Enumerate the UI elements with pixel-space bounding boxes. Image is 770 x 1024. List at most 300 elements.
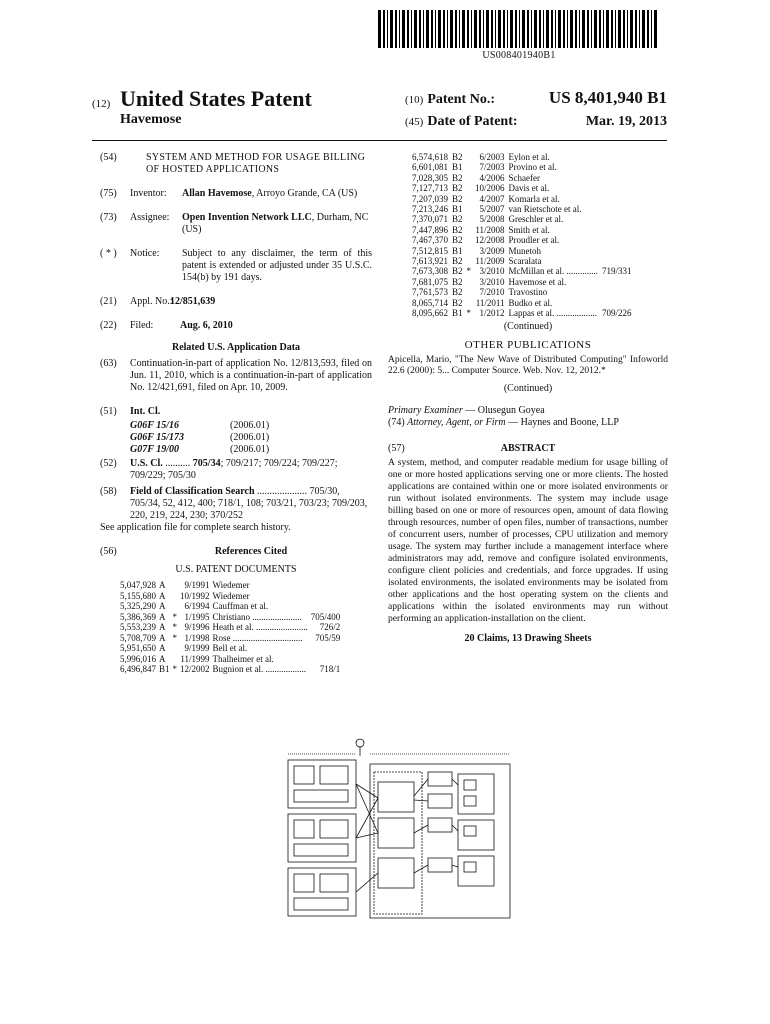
reference-k: A bbox=[159, 601, 166, 611]
reference-s bbox=[173, 654, 181, 665]
reference-no: 7,370,071 bbox=[412, 214, 448, 225]
right-column bbox=[388, 152, 668, 645]
reference-no: 5,325,290 bbox=[120, 601, 156, 611]
barcode-bar bbox=[471, 10, 472, 48]
barcode-bar bbox=[587, 10, 589, 48]
intcl-class: G07F 19/00 bbox=[130, 444, 179, 455]
reference-n: Wiedemer bbox=[212, 590, 250, 601]
reference-no: 5,047,928 bbox=[120, 580, 156, 590]
barcode-bar bbox=[551, 10, 553, 48]
reference-row bbox=[120, 601, 343, 612]
reference-k: B2 bbox=[452, 287, 463, 298]
reference-c bbox=[602, 194, 636, 204]
reference-n: Bell et al. bbox=[212, 643, 248, 653]
barcode-bar bbox=[519, 10, 520, 48]
foc-field: (58) Field of Classification Search .................... 705/30, 705/34, 52, 412, 400; 718/1, 108; 703/21, 703/23; 709/203, 220, 219, 224, 230; 370/252 See application file for complete search history. bbox=[100, 486, 368, 533]
intcl-version: (2006.01) bbox=[230, 444, 270, 455]
reference-n: Komarla et al. bbox=[508, 193, 560, 204]
reference-k: B2 bbox=[452, 172, 463, 183]
reference-row bbox=[412, 162, 636, 172]
barcode-bar bbox=[455, 10, 457, 48]
barcode-bar bbox=[615, 10, 616, 48]
title-field: (54) SYSTEM AND METHOD FOR USAGE BILLING OF HOSTED APPLICATIONS bbox=[100, 152, 372, 176]
patent-number: US 8,401,940 B1 bbox=[548, 88, 667, 107]
reference-c bbox=[602, 225, 636, 235]
barcode-bar bbox=[395, 10, 397, 48]
reference-s bbox=[173, 643, 181, 654]
attorney-name: Haynes and Boone, LLP bbox=[520, 416, 619, 428]
reference-row bbox=[412, 266, 636, 276]
continuation-field: (63) Continuation-in-part of application No. 12/813,593, filed on Jun. 11, 2010, which is a continuation-in-part of application No. 12/421,691, filed on Apr. 10, 2009. bbox=[100, 358, 372, 393]
reference-row bbox=[412, 277, 636, 287]
reference-d: 3/2010 bbox=[479, 266, 505, 277]
reference-n: van Rietschote et al. bbox=[508, 204, 582, 215]
barcode-bar bbox=[651, 10, 652, 48]
barcode-bar bbox=[498, 10, 501, 48]
barcode-bar bbox=[527, 10, 529, 48]
reference-no: 7,512,815 bbox=[412, 245, 448, 256]
reference-n: Heath et al. ....................... bbox=[212, 622, 308, 632]
invention-title: SYSTEM AND METHOD FOR USAGE BILLING OF HOSTED APPLICATIONS bbox=[146, 152, 366, 175]
reference-c bbox=[311, 654, 344, 665]
barcode-bar bbox=[567, 10, 568, 48]
examiner-line: Primary Examiner — Olusegun Goyea bbox=[388, 404, 545, 416]
reference-d: 5/2007 bbox=[479, 204, 505, 215]
other-publications-title: OTHER PUBLICATIONS bbox=[464, 338, 592, 351]
reference-no: 7,213,246 bbox=[412, 204, 448, 215]
barcode-bar bbox=[378, 10, 381, 48]
barcode-bar bbox=[618, 10, 621, 48]
reference-c: 719/331 bbox=[602, 266, 632, 277]
reference-row bbox=[120, 633, 343, 644]
reference-row bbox=[412, 204, 636, 214]
reference-no: 7,613,921 bbox=[412, 256, 448, 267]
abstract-title: ABSTRACT bbox=[500, 442, 556, 454]
refs-field: (56) References Cited bbox=[100, 546, 288, 557]
reference-s: * bbox=[466, 266, 472, 277]
barcode-bar bbox=[611, 10, 613, 48]
date-code: (45) bbox=[405, 116, 424, 128]
barcode-number: US008401940B1 bbox=[482, 50, 556, 61]
reference-c bbox=[602, 173, 636, 183]
appl-field: (21) Appl. No.: 12/851,639 bbox=[100, 296, 372, 308]
reference-s: * bbox=[172, 622, 178, 632]
reference-no: 8,065,714 bbox=[412, 297, 448, 308]
reference-d: 9/1999 bbox=[184, 643, 210, 653]
reference-c bbox=[311, 580, 344, 591]
intcl-table bbox=[130, 420, 269, 456]
reference-c bbox=[602, 246, 636, 256]
intcl-row bbox=[130, 432, 269, 444]
barcode-bar bbox=[467, 10, 469, 48]
reference-s bbox=[467, 235, 476, 245]
reference-k: B1 bbox=[452, 308, 463, 319]
barcode-bar bbox=[474, 10, 477, 48]
reference-d: 9/1996 bbox=[184, 622, 210, 632]
reference-row bbox=[412, 246, 636, 256]
reference-s bbox=[467, 277, 476, 287]
notice-field: ( * ) Notice: Subject to any disclaimer, the term of this patent is extended or adjusted under 35 U.S.C. 154(b) by 191 days. bbox=[100, 248, 372, 283]
reference-k: A bbox=[159, 632, 166, 643]
barcode-bar bbox=[563, 10, 565, 48]
barcode-bar bbox=[531, 10, 532, 48]
intcl-row bbox=[130, 444, 269, 456]
header-rule bbox=[92, 140, 667, 141]
reference-c: 709/226 bbox=[602, 308, 632, 319]
reference-no: 7,761,573 bbox=[412, 287, 448, 298]
reference-n: Davis et al. bbox=[508, 183, 550, 194]
inventor-field: (75) Inventor: Allan Havemose, Arroyo Grande, CA (US) bbox=[100, 188, 358, 199]
reference-d: 11/2011 bbox=[475, 297, 505, 308]
us-docs-table bbox=[120, 580, 343, 675]
barcode-bar bbox=[575, 10, 577, 48]
attorney-line: (74) Attorney, Agent, or Firm — Haynes and Boone, LLP bbox=[388, 416, 619, 428]
reference-c bbox=[311, 643, 344, 654]
examiner-name: Olusegun Goyea bbox=[477, 404, 545, 416]
reference-c bbox=[311, 591, 344, 602]
reference-row bbox=[412, 308, 636, 318]
reference-d: 12/2008 bbox=[475, 235, 505, 246]
reference-s: * bbox=[466, 308, 472, 319]
barcode-bar bbox=[503, 10, 505, 48]
reference-d: 7/2010 bbox=[479, 287, 505, 298]
reference-s bbox=[467, 287, 476, 297]
reference-c: 726/2 bbox=[319, 622, 341, 632]
reference-d: 9/1991 bbox=[184, 580, 210, 590]
barcode-bar bbox=[447, 10, 448, 48]
barcode-bar bbox=[495, 10, 496, 48]
reference-k: B1 bbox=[452, 245, 463, 256]
reference-s bbox=[467, 225, 476, 235]
barcode-bar bbox=[654, 10, 657, 48]
reference-s bbox=[467, 298, 476, 308]
barcode-bar bbox=[603, 10, 604, 48]
reference-no: 7,681,075 bbox=[412, 276, 448, 287]
reference-no: 6,496,847 bbox=[120, 664, 156, 674]
barcode-bar bbox=[635, 10, 637, 48]
barcode-bar bbox=[479, 10, 481, 48]
reference-d: 3/2009 bbox=[479, 245, 505, 256]
intcl-version: (2006.01) bbox=[230, 420, 270, 431]
reference-d: 11/2008 bbox=[475, 224, 505, 235]
reference-row bbox=[120, 580, 343, 591]
reference-s bbox=[467, 204, 476, 214]
barcode-bar bbox=[594, 10, 597, 48]
reference-d: 1/1995 bbox=[184, 611, 210, 622]
barcode-bar bbox=[390, 10, 393, 48]
barcode-bar bbox=[579, 10, 580, 48]
reference-no: 8,095,662 bbox=[412, 308, 448, 319]
bibliographic-column bbox=[100, 152, 372, 675]
reference-n: Munetoh bbox=[508, 245, 542, 256]
reference-n: Scaralata bbox=[508, 256, 542, 267]
patent-no-label: Patent No.: bbox=[427, 92, 495, 107]
kind-code: (12) bbox=[92, 98, 111, 110]
barcode-bar bbox=[539, 10, 541, 48]
reference-n: Havemose et al. bbox=[508, 276, 567, 287]
reference-s bbox=[467, 246, 476, 256]
reference-row bbox=[120, 612, 343, 623]
barcode-bar bbox=[426, 10, 429, 48]
reference-no: 5,386,369 bbox=[120, 611, 156, 622]
reference-no: 6,574,618 bbox=[412, 152, 448, 162]
reference-row bbox=[412, 225, 636, 235]
reference-row bbox=[120, 622, 343, 633]
reference-row bbox=[412, 173, 636, 183]
reference-c bbox=[602, 256, 636, 266]
barcode-bar bbox=[407, 10, 409, 48]
barcode-bar bbox=[642, 10, 645, 48]
barcode-bar bbox=[450, 10, 453, 48]
reference-row bbox=[412, 214, 636, 224]
reference-n: Proudler et al. bbox=[508, 235, 560, 246]
reference-row bbox=[120, 643, 343, 654]
reference-d: 3/2010 bbox=[479, 276, 505, 287]
reference-n: Greschler et al. bbox=[508, 214, 564, 225]
reference-d: 10/2006 bbox=[475, 183, 505, 194]
date-label: Date of Patent: bbox=[427, 114, 518, 129]
barcode-bar bbox=[582, 10, 585, 48]
reference-no: 6,601,081 bbox=[412, 162, 448, 173]
reference-d: 12/2002 bbox=[180, 664, 210, 674]
assignee-field: (73) Assignee: Open Invention Network LLC, Durham, NC (US) bbox=[100, 212, 369, 235]
reference-c bbox=[602, 214, 636, 224]
uscl-field: (52) U.S. Cl. .......... 705/34; 709/217; 709/224; 709/227; 709/229; 705/30 bbox=[100, 458, 338, 481]
barcode-bar bbox=[459, 10, 460, 48]
reference-n: Smith et al. bbox=[508, 224, 550, 235]
barcode-bar bbox=[411, 10, 412, 48]
barcode-bar bbox=[515, 10, 517, 48]
reference-k: A bbox=[159, 590, 166, 601]
reference-row bbox=[412, 298, 636, 308]
reference-c: 718/1 bbox=[319, 664, 341, 674]
reference-k: B2 bbox=[452, 256, 463, 267]
reference-no: 7,447,896 bbox=[412, 224, 448, 235]
reference-s bbox=[467, 214, 476, 224]
barcode-bar bbox=[383, 10, 385, 48]
other-publication: Apicella, Mario, "The New Wave of Distributed Computing" Infoworld 22.6 (2000): 5... Computer Source. Web. Nov. 12, 2012.* bbox=[388, 354, 668, 376]
reference-no: 7,467,370 bbox=[412, 235, 448, 246]
barcode-bar bbox=[599, 10, 601, 48]
reference-n: Wiedemer bbox=[212, 580, 250, 590]
barcode-bar bbox=[402, 10, 405, 48]
reference-no: 5,996,016 bbox=[120, 653, 156, 664]
barcode-bar bbox=[399, 10, 400, 48]
reference-s bbox=[467, 256, 476, 266]
barcode-bar bbox=[522, 10, 525, 48]
reference-n: Schaefer bbox=[508, 172, 541, 183]
reference-d: 11/2009 bbox=[475, 256, 505, 267]
reference-no: 5,155,680 bbox=[120, 590, 156, 601]
reference-row bbox=[412, 152, 636, 162]
patent-no-code: (10) bbox=[405, 94, 424, 106]
drawing-server-box bbox=[370, 764, 510, 918]
barcode-bar bbox=[630, 10, 633, 48]
reference-n: McMillan et al. .............. bbox=[508, 266, 599, 277]
reference-k: B2 bbox=[452, 276, 463, 287]
reference-s: * bbox=[172, 632, 178, 643]
barcode-bar bbox=[507, 10, 508, 48]
reference-no: 5,553,239 bbox=[120, 622, 156, 632]
reference-s bbox=[467, 162, 476, 172]
reference-row bbox=[412, 194, 636, 204]
barcode-bar bbox=[623, 10, 625, 48]
reference-n: Christiano ...................... bbox=[212, 611, 302, 622]
abstract-header: (57) ABSTRACT bbox=[388, 443, 668, 457]
reference-k: B2 bbox=[452, 152, 463, 162]
reference-c bbox=[602, 183, 636, 193]
reference-c bbox=[602, 287, 636, 297]
inventor-name: Allan Havemose bbox=[182, 188, 252, 199]
reference-c bbox=[602, 204, 636, 214]
reference-no: 7,028,305 bbox=[412, 172, 448, 183]
reference-k: B2 bbox=[452, 183, 463, 194]
reference-s bbox=[467, 183, 476, 193]
representative-drawing bbox=[258, 738, 524, 922]
reference-row bbox=[120, 654, 343, 665]
barcode-bar bbox=[570, 10, 573, 48]
barcode-bar bbox=[627, 10, 628, 48]
reference-row bbox=[120, 664, 343, 675]
reference-s bbox=[467, 194, 476, 204]
reference-d: 6/2003 bbox=[479, 152, 505, 162]
reference-d: 5/2008 bbox=[479, 214, 505, 225]
patent-header-right bbox=[405, 88, 667, 136]
refs-continued-table bbox=[412, 152, 636, 319]
reference-k: B2 bbox=[452, 193, 463, 204]
reference-n: Travostino bbox=[508, 287, 548, 298]
barcode-bar bbox=[591, 10, 592, 48]
reference-k: B2 bbox=[452, 224, 463, 235]
reference-s bbox=[173, 580, 181, 591]
reference-k: B2 bbox=[452, 214, 463, 225]
barcode-bar bbox=[491, 10, 493, 48]
reference-s bbox=[467, 173, 476, 183]
reference-no: 7,127,713 bbox=[412, 183, 448, 194]
reference-n: Lappas et al. .................. bbox=[508, 308, 598, 319]
reference-n: Eylon et al. bbox=[508, 152, 550, 162]
reference-k: B2 bbox=[452, 235, 463, 246]
reference-n: Budko et al. bbox=[508, 297, 553, 308]
intcl-version: (2006.01) bbox=[230, 432, 270, 443]
barcode-bar bbox=[419, 10, 421, 48]
drawing-node-circle bbox=[356, 739, 364, 747]
reference-s: * bbox=[172, 611, 178, 622]
reference-d: 1/2012 bbox=[479, 308, 505, 319]
reference-k: A bbox=[159, 653, 166, 664]
barcode-bar bbox=[639, 10, 640, 48]
barcode-bar bbox=[438, 10, 441, 48]
reference-row bbox=[412, 235, 636, 245]
reference-n: Cauffman et al. bbox=[212, 601, 269, 611]
reference-d: 11/1999 bbox=[180, 653, 210, 664]
reference-c: 705/59 bbox=[315, 632, 341, 643]
reference-c: 705/400 bbox=[310, 611, 341, 622]
patent-title: United States Patent bbox=[120, 86, 312, 111]
filed-date: Aug. 6, 2010 bbox=[180, 320, 233, 331]
barcode-bar bbox=[534, 10, 537, 48]
reference-s bbox=[173, 591, 181, 602]
barcode-bar bbox=[486, 10, 489, 48]
reference-n: Thalheimer et al. bbox=[212, 653, 274, 664]
reference-row bbox=[412, 256, 636, 266]
reference-s: * bbox=[172, 664, 178, 674]
barcode-bar bbox=[606, 10, 609, 48]
reference-d: 1/1998 bbox=[184, 632, 210, 643]
inventor-short: Havemose bbox=[120, 112, 182, 127]
barcode-bar bbox=[443, 10, 445, 48]
reference-c bbox=[602, 277, 636, 287]
us-docs-title: U.S. PATENT DOCUMENTS bbox=[175, 564, 297, 575]
barcode-bar bbox=[558, 10, 561, 48]
intcl-field: (51) Int. Cl. bbox=[100, 406, 161, 417]
reference-row bbox=[412, 287, 636, 297]
barcode-bar bbox=[555, 10, 556, 48]
reference-d: 6/1994 bbox=[184, 601, 210, 611]
reference-n: Provino et al. bbox=[508, 162, 557, 173]
barcode-bar bbox=[462, 10, 465, 48]
reference-row bbox=[120, 591, 343, 602]
barcode-bar bbox=[423, 10, 424, 48]
reference-no: 7,673,308 bbox=[412, 266, 448, 277]
barcode-bar bbox=[414, 10, 417, 48]
reference-no: 5,951,650 bbox=[120, 643, 156, 653]
reference-no: 5,708,709 bbox=[120, 632, 156, 643]
barcode-bar bbox=[647, 10, 649, 48]
reference-c bbox=[311, 601, 344, 612]
refs-continued-label: (Continued) bbox=[503, 320, 553, 332]
abstract-text: A system, method, and computer readable medium for usage billing of one or more hosted applications serving one or more clients. The hosted applications are contained within one or more isolated environments or run without isolated environments. The system may include usage billing based on one or more of resources open, amount of data flowing through resources, number of open files, number of transactions, number of concurrent users, number of processes, CPU utilization and memory usage. The system may further include a management interface where administrators may add, remove and configure isolated environments, configure client policies and credentials, and force upgrades. If using isolated environments, the isolated environments may be isolated from other applications and the host operating system on the clients and applications within the isolated environments may run without performing an application-installation on the client. bbox=[388, 456, 668, 624]
patent-date: Mar. 19, 2013 bbox=[585, 114, 667, 129]
related-title: Related U.S. Application Data bbox=[171, 342, 301, 353]
reference-k: B2 bbox=[452, 266, 463, 277]
reference-k: B1 bbox=[452, 204, 463, 215]
reference-n: Rose ............................... bbox=[212, 632, 303, 643]
claims-summary: 20 Claims, 13 Drawing Sheets bbox=[464, 632, 592, 644]
barcode-bar bbox=[510, 10, 513, 48]
reference-d: 4/2006 bbox=[479, 172, 505, 183]
reference-k: A bbox=[159, 580, 166, 590]
barcode-bar bbox=[387, 10, 388, 48]
filed-field: (22) Filed: Aug. 6, 2010 bbox=[100, 320, 372, 332]
assignee-name: Open Invention Network LLC bbox=[182, 212, 312, 223]
reference-no: 7,207,039 bbox=[412, 193, 448, 204]
appl-number: 12/851,639 bbox=[170, 296, 216, 307]
reference-d: 7/2003 bbox=[479, 162, 505, 173]
reference-k: B1 bbox=[452, 162, 463, 173]
reference-k: B1 bbox=[159, 664, 170, 674]
reference-c bbox=[602, 235, 636, 245]
reference-k: B2 bbox=[452, 297, 463, 308]
reference-c bbox=[602, 298, 636, 308]
reference-n: Bugnion et al. .................. bbox=[212, 664, 307, 674]
reference-d: 10/1992 bbox=[180, 590, 210, 601]
reference-row bbox=[412, 183, 636, 193]
reference-s bbox=[467, 152, 476, 162]
barcode-bar bbox=[435, 10, 436, 48]
barcode-bar bbox=[483, 10, 484, 48]
reference-c bbox=[602, 162, 636, 172]
barcode-bar bbox=[546, 10, 549, 48]
reference-d: 4/2007 bbox=[479, 193, 505, 204]
reference-k: A bbox=[159, 643, 166, 653]
intcl-class: G06F 15/173 bbox=[130, 432, 184, 443]
intcl-row bbox=[130, 420, 269, 432]
barcode-bar bbox=[431, 10, 433, 48]
intcl-class: G06F 15/16 bbox=[130, 420, 179, 431]
reference-k: A bbox=[159, 611, 166, 622]
reference-s bbox=[173, 601, 181, 612]
